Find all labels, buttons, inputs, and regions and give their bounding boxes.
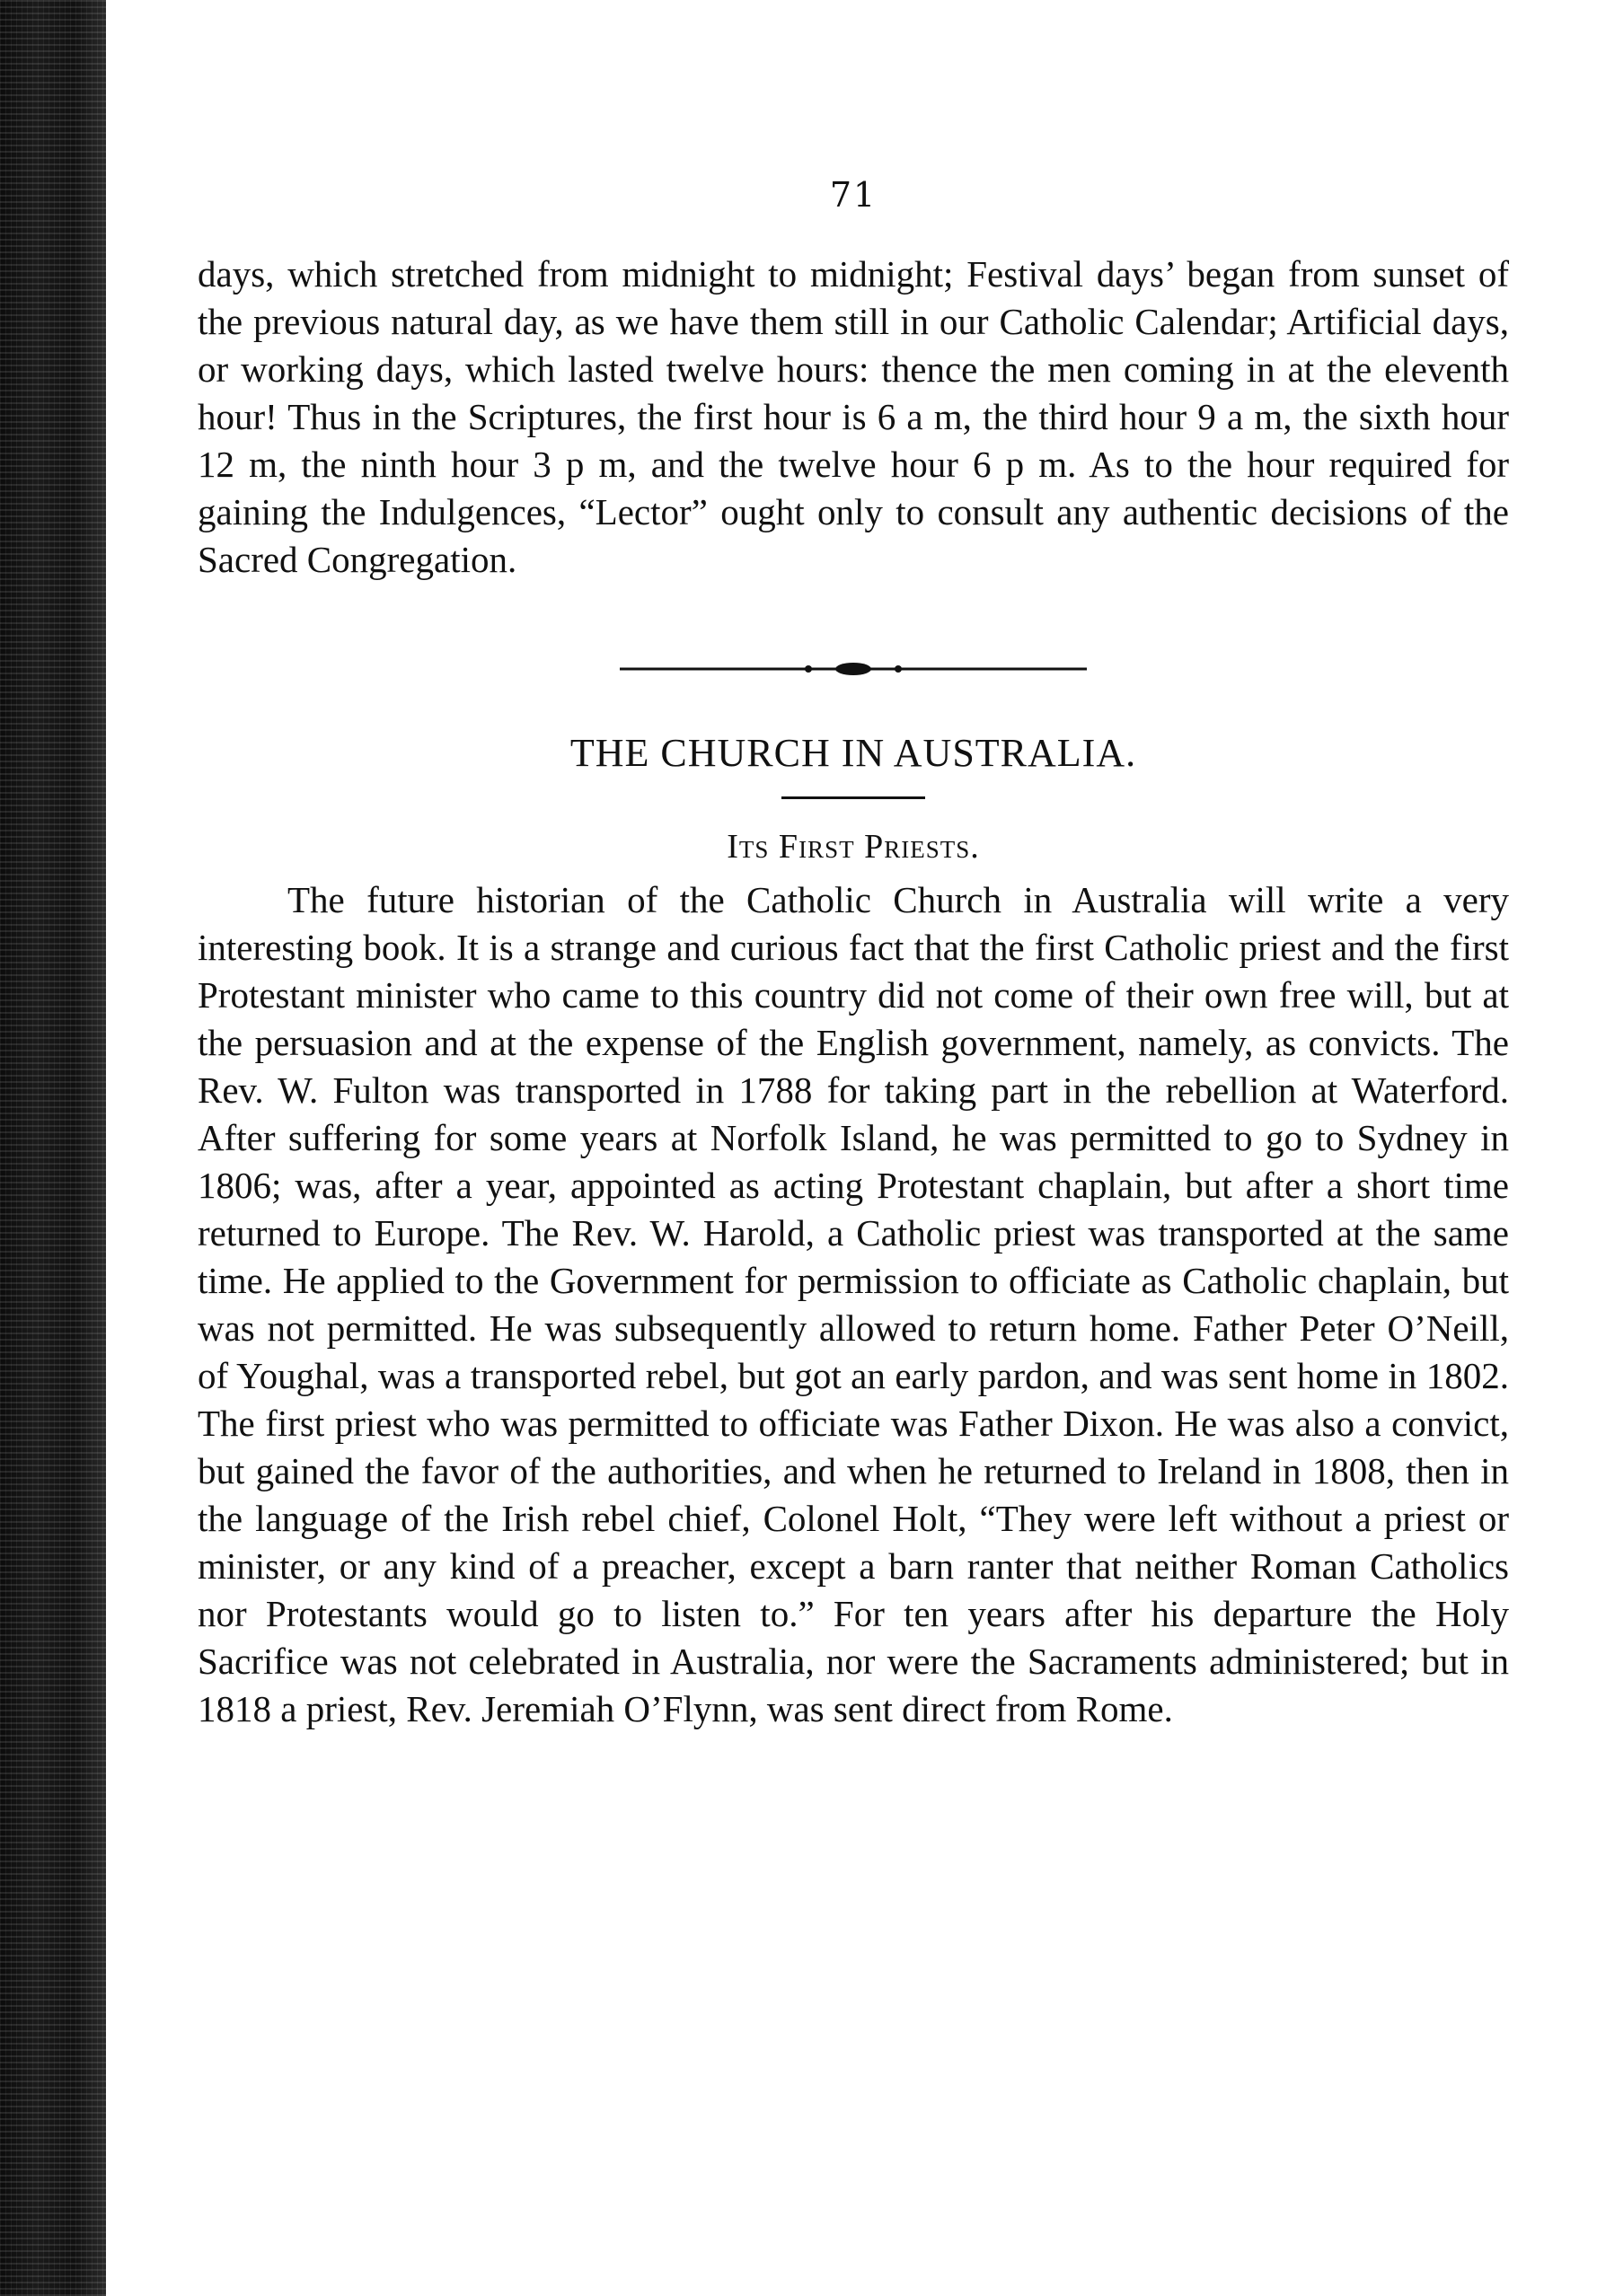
section-subheading: Its First Priests. <box>727 828 980 866</box>
title-rule <box>781 796 925 799</box>
page-number: 71 <box>829 175 878 215</box>
section-title: THE CHURCH IN AUSTRALIA. <box>569 731 1137 775</box>
book-page <box>198 175 1509 1733</box>
body-paragraph: The future historian of the Catholic Church in Australia will write a very interesting book. It is a strange and curious fact that the first Catholic priest and the first Protestant minister who came to this country did not come of their own free will, but at the persuasion and at the expense of the English government, namely, as convicts. The Rev. W. Fulton was transported in 1788 for taking part in the rebellion at Waterford. After suffering for some years at Norfolk Island, he was permitted to go to Sydney in 1806; was, after a year, appointed as acting Protestant chaplain, but after a short time returned to Europe. The Rev. W. Harold, a Catholic priest was transported at the same time. He applied to the Government for permission to officiate as Catholic chaplain, but was not permitted. He was subsequently allowed to return home. Father Peter O’Neill, of Youghal, was a transported rebel, but got an early pardon, and was sent home in 1802. The first priest who was permitted to officiate was Father Dixon. He was also a convict, but gained the favor of the authorities, and when he returned to Ireland in 1808, then in the language of the Irish rebel chief, Colonel Holt, “They were left without a priest or minister, or any kind of a preacher, except a barn ranter that neither Roman Catholics nor Protestants would go to listen to.” For ten years after his departure the Holy Sacrifice was not celebrated in Australia, nor were the Sacraments administered; but in 1818 a priest, Rev. Jeremiah O’Flynn, was sent direct from Rome. <box>198 879 1509 1729</box>
scan-edge <box>0 0 106 2296</box>
ornamental-divider-icon <box>620 660 1087 678</box>
intro-paragraph: days, which stretched from midnight to midnight; Festival days’ began from sunset of the previous natural day, as we have them still in our Catholic Calendar; Artificial days, or working days, which lasted twelve hours: thence the men coming in at the eleventh hour! Thus in the Scriptures, the first hour is 6 a m, the third hour 9 a m, the sixth hour 12 m, the ninth hour 3 p m, and the twelve hour 6 p m. As to the hour required for gaining the Indulgences, “Lector” ought only to consult any authentic decisions of the Sacred Congregation. <box>198 253 1509 580</box>
